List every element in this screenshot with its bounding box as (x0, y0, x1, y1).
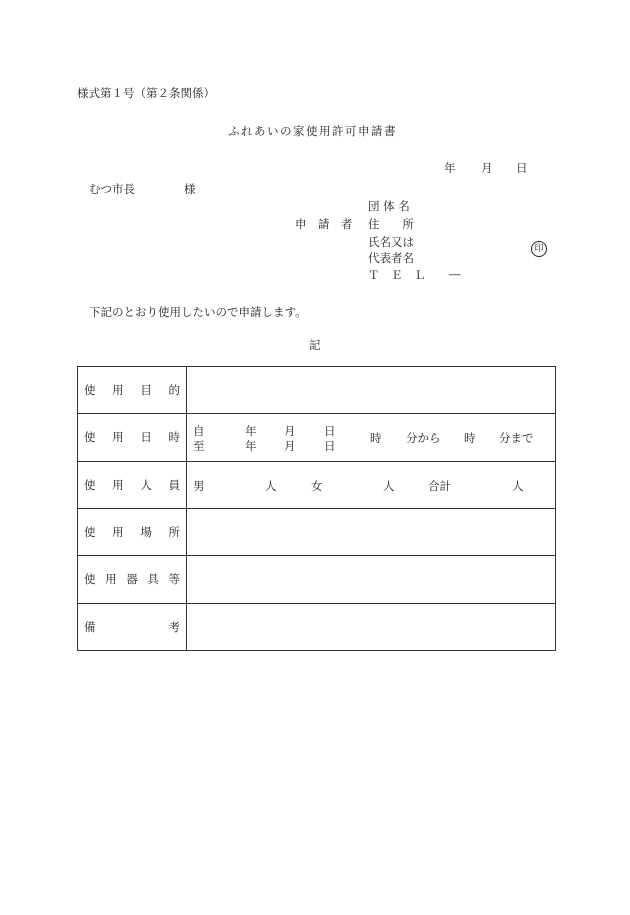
row-purpose (78, 367, 556, 414)
date-year: 年 (444, 161, 456, 175)
applicant-address-label: 住 所 (368, 217, 414, 231)
to-day: 日 (324, 439, 336, 454)
datetime-field[interactable] (187, 414, 556, 461)
label-char: 用 (112, 383, 124, 398)
label-datetime (78, 414, 187, 461)
label-char: 場 (140, 525, 152, 540)
document-title: ふれあいの家使用許可申請書 (228, 124, 397, 138)
label-char: 等 (168, 572, 180, 587)
label-char: 具 (147, 572, 159, 587)
label-char: 用 (112, 477, 124, 492)
row-people (78, 461, 556, 508)
ki-heading: 記 (309, 338, 321, 352)
from-month: 月 (284, 424, 296, 439)
label-char: 所 (168, 525, 180, 540)
applicant-label: 申 請 者 (295, 217, 353, 231)
label-char: 用 (112, 430, 124, 445)
equipment-field[interactable] (187, 556, 556, 603)
label-char: 時 (168, 430, 180, 445)
label-char: 日 (140, 430, 152, 445)
label-place (78, 508, 187, 555)
label-char: 器 (126, 572, 138, 587)
addressee-name: むつ市長 (89, 182, 135, 196)
applicant-tel-label: Ｔ Ｅ Ｌ (368, 268, 426, 282)
date-month: 月 (481, 161, 493, 175)
hour2-label: 時 (464, 431, 476, 446)
label-char: 用 (105, 572, 117, 587)
purpose-field[interactable] (187, 367, 556, 414)
min-to-label: 分まで (499, 431, 534, 446)
addressee-honorific: 様 (184, 182, 196, 196)
place-field[interactable] (187, 508, 556, 555)
seal-mark: 印 (531, 241, 547, 257)
to-month: 月 (284, 439, 296, 454)
label-people (78, 461, 187, 508)
applicant-group-label: 団 体 名 (368, 199, 410, 213)
to-year: 年 (245, 439, 257, 454)
intro-text: 下記のとおり使用したいので申請します。 (89, 305, 307, 319)
label-char: 人 (140, 477, 152, 492)
total-label: 合計 (428, 478, 451, 493)
to-label: 至 (193, 439, 205, 454)
label-equipment (78, 556, 187, 603)
form-number: 様式第１号（第２条関係） (77, 86, 215, 100)
female-unit: 人 (383, 478, 395, 493)
from-year: 年 (245, 424, 257, 439)
row-remarks (78, 603, 556, 650)
applicant-tel-dash: ― (449, 267, 461, 281)
remarks-field[interactable] (187, 603, 556, 650)
label-char: 使 (84, 572, 96, 587)
row-equipment (78, 556, 556, 603)
label-purpose (78, 367, 187, 414)
total-unit: 人 (512, 478, 524, 493)
label-char: 使 (84, 430, 96, 445)
label-char: 使 (84, 383, 96, 398)
date-day: 日 (516, 161, 528, 175)
label-char: 考 (168, 619, 180, 634)
label-remarks (78, 603, 187, 650)
label-char: 使 (84, 477, 96, 492)
label-char: 備 (84, 619, 96, 634)
people-field[interactable] (187, 461, 556, 508)
min-from-label: 分から (406, 431, 441, 446)
row-place (78, 508, 556, 555)
hour-label: 時 (370, 431, 382, 446)
label-char: 用 (112, 525, 124, 540)
label-char: 使 (84, 525, 96, 540)
male-unit: 人 (265, 478, 277, 493)
applicant-name-label-1: 氏名又は (368, 235, 414, 249)
female-label: 女 (311, 478, 323, 493)
from-label: 自 (193, 424, 205, 439)
application-table (77, 366, 556, 651)
applicant-name-label-2: 代表者名 (368, 251, 414, 265)
label-char: 的 (168, 383, 180, 398)
male-label: 男 (193, 478, 205, 493)
label-char: 目 (140, 383, 152, 398)
from-day: 日 (324, 424, 336, 439)
label-char: 員 (168, 477, 180, 492)
row-datetime (78, 414, 556, 461)
